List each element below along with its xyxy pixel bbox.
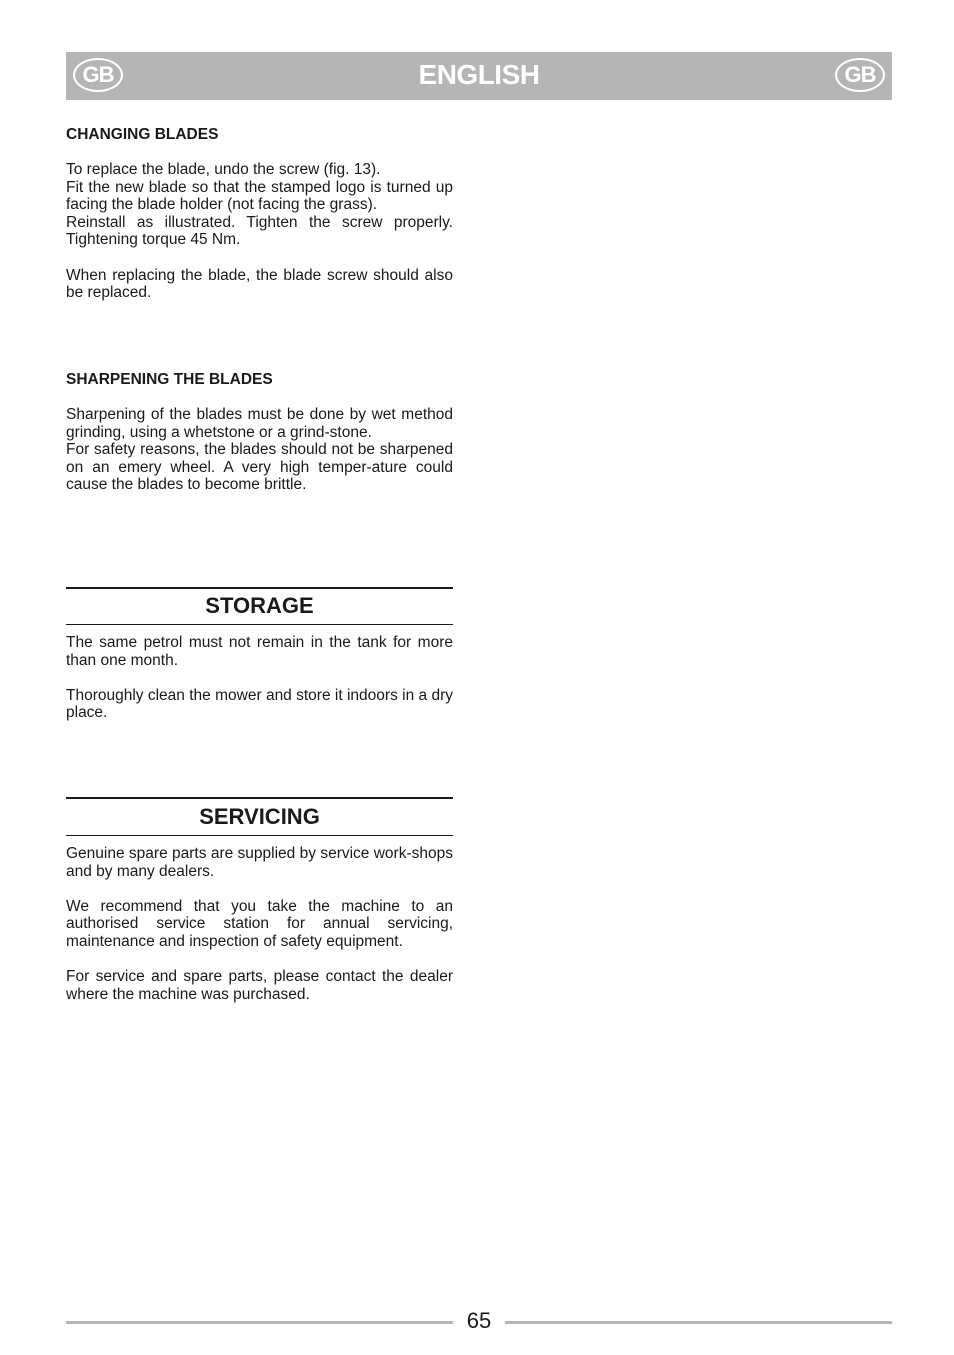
storage-title: STORAGE <box>205 593 314 618</box>
storage-rule-top <box>66 587 453 589</box>
paragraph: For safety reasons, the blades should not be sharpened on an emery wheel. A very high temper-ature could cause the blades to become brittle. <box>66 441 453 494</box>
gb-language-badge-right: GB <box>835 58 885 92</box>
paragraph: To replace the blade, undo the screw (fig. 13). <box>66 161 381 178</box>
sharpening-text <box>66 406 453 494</box>
paragraph: We recommend that you take the machine to an authorised service station for annual servicing, maintenance and inspection of safety equipment. <box>66 897 453 950</box>
changing-blades-heading: CHANGING BLADES <box>66 126 219 143</box>
paragraph: Reinstall as illustrated. Tighten the screw properly. Tightening torque 45 Nm. <box>66 213 453 249</box>
servicing-text <box>66 845 453 1003</box>
paragraph: For service and spare parts, please contact the dealer where the machine was purchased. <box>66 968 453 1003</box>
storage-text <box>66 634 453 722</box>
language-title: ENGLISH <box>418 59 540 90</box>
sharpening-heading: SHARPENING THE BLADES <box>66 371 273 388</box>
paragraph: Sharpening of the blades must be done by wet method grinding, using a whetstone or a grind-stone. <box>66 406 453 441</box>
page-number: 65 <box>466 1308 492 1333</box>
changing-blades-heading-block <box>66 126 453 144</box>
servicing-rule-bottom <box>66 835 453 836</box>
servicing-rule-top <box>66 797 453 799</box>
paragraph: Fit the new blade so that the stamped logo is turned up facing the blade holder (not facing the grass). <box>66 178 453 214</box>
changing-blades-text <box>66 161 453 302</box>
paragraph: Genuine spare parts are supplied by service work-shops and by many dealers. <box>66 845 453 880</box>
paragraph: The same petrol must not remain in the tank for more than one month. <box>66 634 453 669</box>
footer-rule-right <box>505 1321 892 1324</box>
storage-rule-bottom <box>66 624 453 625</box>
paragraph: Thoroughly clean the mower and store it indoors in a dry place. <box>66 686 453 722</box>
language-header-bar <box>66 52 892 100</box>
paragraph: When replacing the blade, the blade screw should also be replaced. <box>66 266 453 302</box>
servicing-title: SERVICING <box>199 804 320 829</box>
sharpening-heading-block <box>66 371 453 389</box>
footer-rule-left <box>66 1321 453 1324</box>
gb-language-badge-left: GB <box>73 58 123 92</box>
